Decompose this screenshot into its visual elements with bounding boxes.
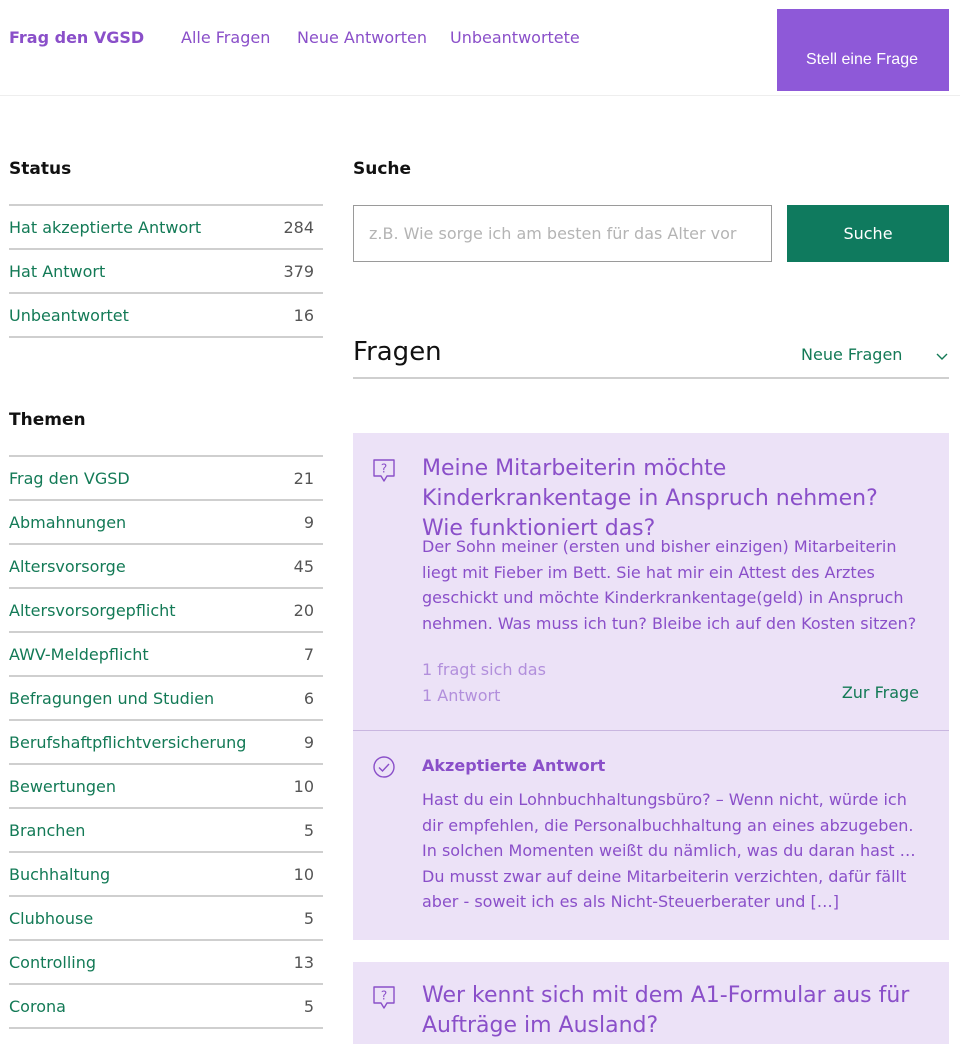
themen-item[interactable] [9,545,323,589]
status-count: 284 [283,217,314,237]
accepted-answer-excerpt: Hast du ein Lohnbuchhaltungsbüro? – Wenn nicht, würde ich dir empfehlen, die Personalbuchhaltung an eines abzugeben. In solchen Momenten weißt du nämlich, was du daran hast … Du musst zwar auf deine Mitarbeiterin verzichten, dafür fällt aber - soweit ich es als Nicht-Steuerberater und […] [422,790,916,911]
themen-count: 5 [303,996,314,1016]
sort-selected-label: Neue Fragen [801,345,903,364]
themen-label: AWV-Meldepflicht [9,644,149,664]
themen-count: 20 [293,600,314,620]
card-divider [353,730,949,731]
themen-count: 7 [303,644,314,664]
themen-count: 45 [293,556,314,576]
themen-label: Bewertungen [9,776,117,796]
themen-count: 6 [303,688,314,708]
svg-text:?: ? [380,461,388,476]
themen-item[interactable] [9,941,323,985]
themen-item[interactable] [9,765,323,809]
search-heading: Suche [353,159,412,179]
site-header [0,0,960,96]
themen-label: Altersvorsorgepflicht [9,600,176,620]
themen-item[interactable] [9,721,323,765]
themen-count: 5 [303,908,314,928]
nav-all-questions[interactable]: Alle Fragen [181,28,271,47]
themen-label: Befragungen und Studien [9,688,215,708]
themen-count: 10 [293,864,314,884]
question-card [353,433,949,940]
questions-divider [353,377,949,379]
themen-item[interactable] [9,985,323,1029]
nav-unanswered[interactable]: Unbeantwortete [450,28,580,47]
nav-new-answers[interactable]: Neue Antworten [297,28,427,47]
status-label: Unbeantwortet [9,305,129,325]
themen-count: 10 [293,776,314,796]
status-item-accepted[interactable] [9,206,323,250]
themen-item[interactable] [9,897,323,941]
themen-item[interactable] [9,501,323,545]
status-item-answered[interactable] [9,250,323,294]
themen-item[interactable] [9,677,323,721]
question-bubble-icon [372,985,396,1011]
themen-label: Altersvorsorge [9,556,126,576]
search-input[interactable] [353,205,772,262]
question-askers: 1 fragt sich das [422,660,546,679]
status-count: 16 [293,305,314,325]
themen-count: 13 [293,952,314,972]
question-bubble-icon [372,458,396,484]
themen-label: Frag den VGSD [9,468,130,488]
themen-item[interactable] [9,809,323,853]
status-list [9,204,323,338]
status-label: Hat Antwort [9,261,106,281]
themen-heading: Themen [9,410,86,430]
question-card [353,962,949,1044]
themen-label: Buchhaltung [9,864,111,884]
status-label: Hat akzeptierte Antwort [9,217,202,237]
question-answer-count: 1 Antwort [422,686,501,705]
themen-count: 9 [303,732,314,752]
search-button[interactable]: Suche [787,205,949,262]
themen-item[interactable] [9,633,323,677]
themen-count: 21 [293,468,314,488]
themen-item[interactable] [9,853,323,897]
sort-select[interactable] [801,345,949,367]
status-heading: Status [9,159,72,179]
themen-label: Controlling [9,952,97,972]
themen-label: Berufshaftpflichtversicherung [9,732,247,752]
themen-label: Branchen [9,820,86,840]
themen-count: 5 [303,820,314,840]
themen-label: Abmahnungen [9,512,127,532]
svg-text:?: ? [380,988,388,1003]
question-title-link[interactable]: Wer kennt sich mit dem A1-Formular aus für Aufträge im Ausland? [422,983,910,1038]
questions-heading: Fragen [353,337,442,367]
themen-list [9,455,323,1029]
ask-question-button[interactable]: Stell eine Frage [777,9,949,91]
question-title-link[interactable]: Meine Mitarbeiterin möchte Kinderkrankentage in Anspruch nehmen? Wie funktioniert das? [422,456,878,541]
chevron-down-icon [935,349,949,363]
accepted-answer-label: Akzeptierte Antwort [422,756,606,775]
check-circle-icon [372,754,396,780]
to-question-link[interactable]: Zur Frage [841,683,919,702]
brand-link[interactable]: Frag den VGSD [9,28,145,47]
status-item-unanswered[interactable] [9,294,323,338]
themen-label: Corona [9,996,66,1016]
themen-count: 9 [303,512,314,532]
themen-item[interactable] [9,589,323,633]
themen-item[interactable] [9,457,323,501]
status-count: 379 [283,261,314,281]
themen-label: Clubhouse [9,908,94,928]
question-excerpt: Der Sohn meiner (ersten und bisher einzigen) Mitarbeiterin liegt mit Fieber im Bett. Sie hat mir ein Attest des Arztes geschickt und möchte Kinderkrankentage(geld) in Anspruch nehmen. Was muss ich tun? Bleibe ich auf den Kosten sitzen? [422,537,917,633]
